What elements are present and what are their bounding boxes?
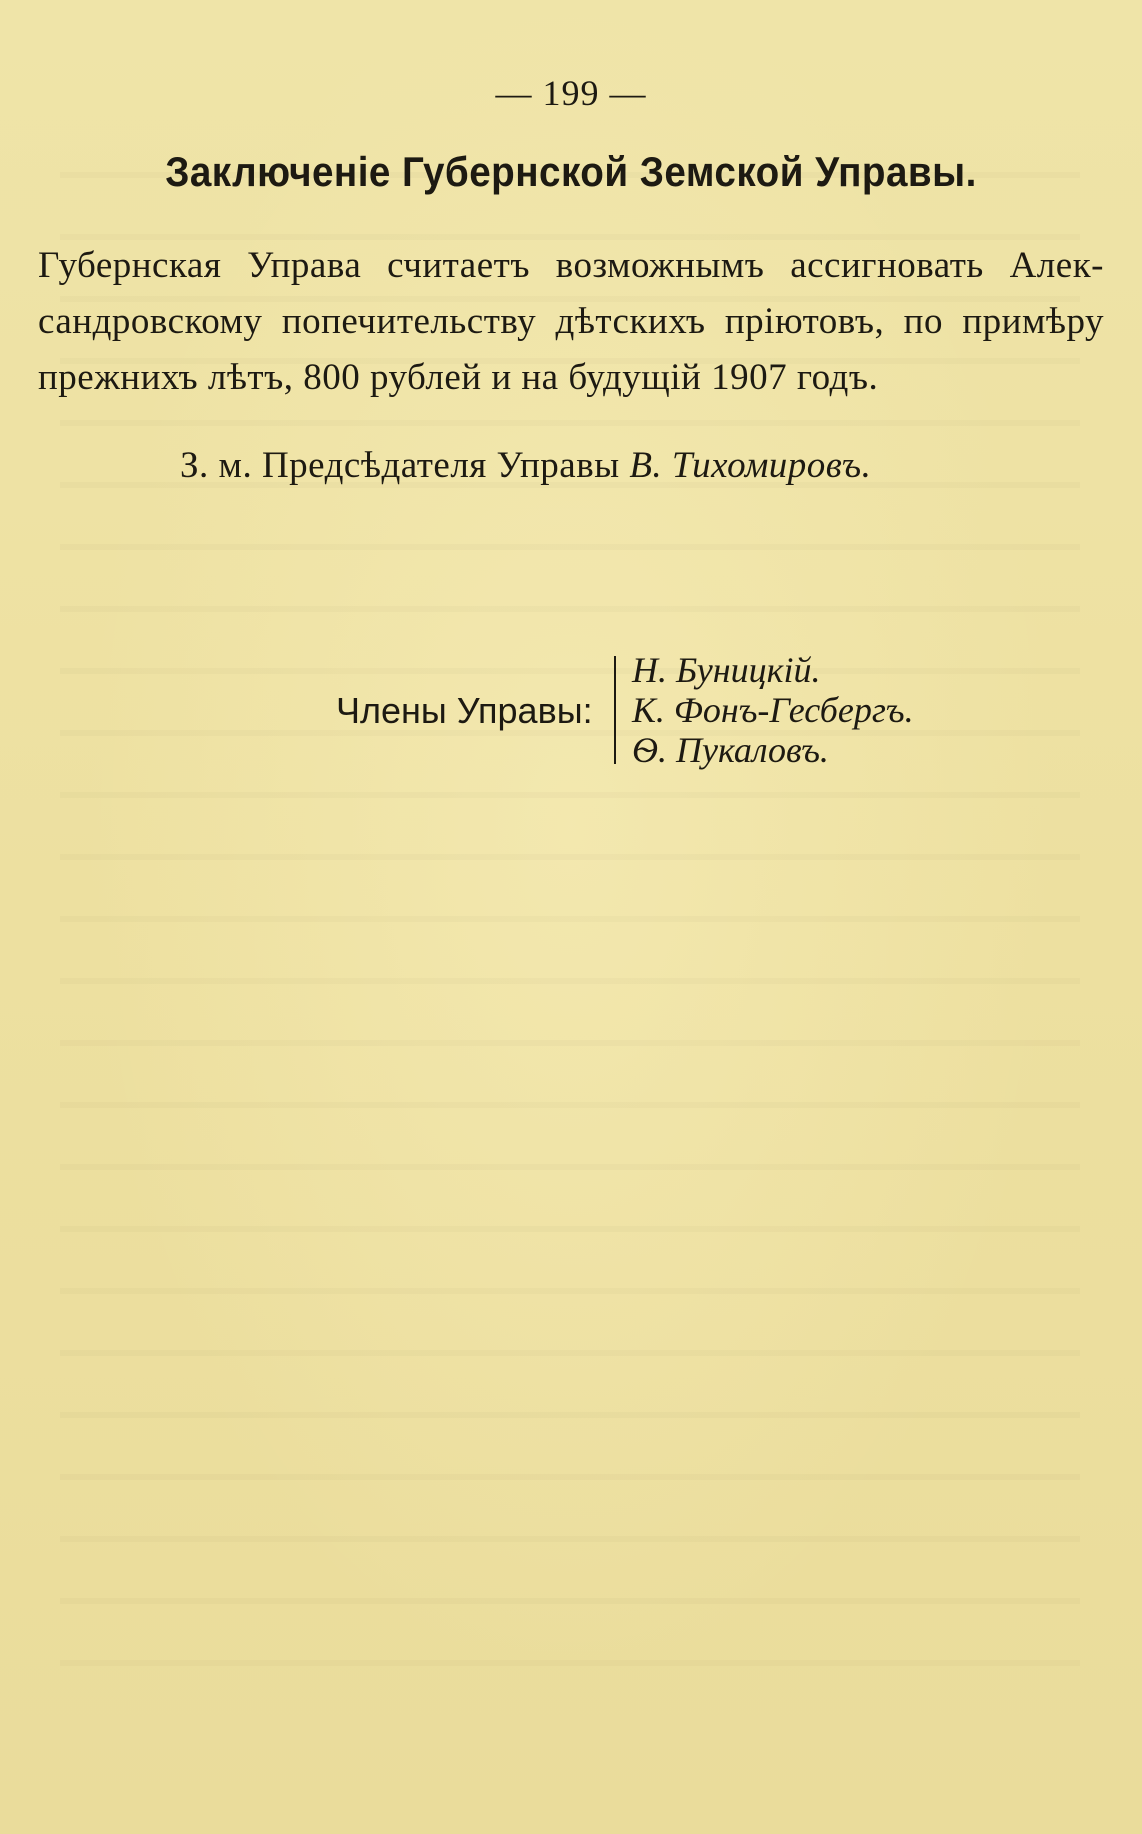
- member-name: К. Фонъ-Гесбергъ.: [632, 690, 914, 730]
- body-paragraph: [38, 238, 1104, 406]
- chair-signature: [180, 444, 871, 487]
- body-line: сандровскому попечительству дѣтскихъ пріютовъ, по примѣру: [38, 301, 1104, 342]
- members-label: Члены Управы:: [336, 690, 593, 731]
- section-heading: Заключеніе Губернской Земской Управы.: [165, 148, 977, 195]
- member-name: Н. Буницкій.: [632, 650, 821, 690]
- body-line: прежнихъ лѣтъ, 800 рублей и на будущій 1907 годъ.: [38, 357, 879, 398]
- member-name: Ѳ. Пукаловъ.: [632, 730, 829, 770]
- chair-name: В. Тихомировъ.: [629, 445, 872, 486]
- members-list: [632, 650, 914, 770]
- body-line: Губернская Управа считаетъ возможнымъ ассигновать Алек-: [38, 245, 1104, 286]
- members-bracket: [614, 656, 616, 764]
- page-number: — 199 —: [495, 73, 647, 113]
- chair-title: З. м. Предсѣдателя Управы: [180, 445, 620, 486]
